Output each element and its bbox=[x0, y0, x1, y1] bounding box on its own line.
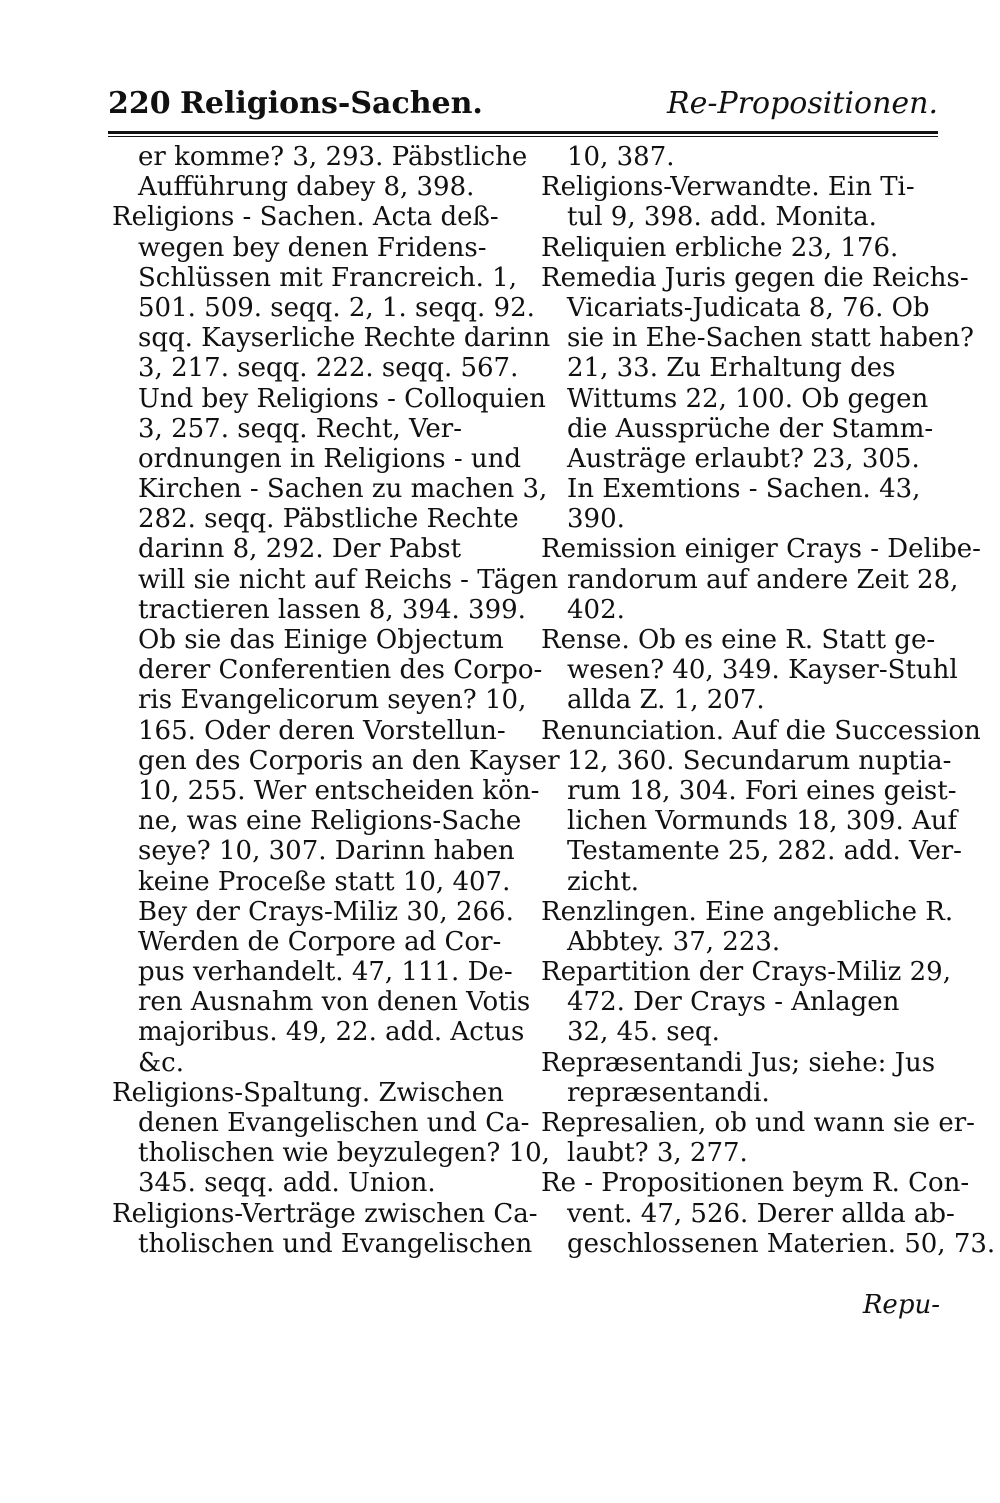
index-line: pus verhandelt. 47, 111. De- bbox=[138, 957, 513, 988]
index-line: tul 9, 398. add. Monita. bbox=[567, 202, 877, 233]
index-line: vent. 47, 526. Derer allda ab- bbox=[567, 1198, 955, 1229]
index-line: Werden de Corpore ad Cor- bbox=[138, 926, 502, 957]
index-line: laubt? 3, 277. bbox=[567, 1138, 748, 1169]
index-line: Austräge erlaubt? 23, 305. bbox=[567, 443, 920, 474]
index-line: tholischen wie beyzulegen? 10, bbox=[138, 1138, 550, 1169]
index-line: 390. bbox=[567, 504, 625, 535]
index-line: 10, 387. bbox=[567, 142, 675, 172]
index-line: Repartition der Crays-Miliz 29, bbox=[541, 957, 951, 988]
running-head-left: Religions-Sachen. bbox=[180, 86, 483, 121]
index-line: Represalien, ob und wann sie er- bbox=[541, 1108, 975, 1138]
index-line: geschlossenen Materien. 50, 73. bbox=[567, 1228, 996, 1259]
page-header bbox=[108, 86, 938, 126]
index-line: zicht. bbox=[567, 866, 640, 897]
index-column-right bbox=[541, 142, 996, 1259]
index-line: wesen? 40, 349. Kayser-Stuhl bbox=[567, 655, 958, 686]
running-head-right: Re-Propositionen. bbox=[667, 86, 938, 121]
index-line: 402. bbox=[567, 594, 625, 625]
index-line: repræsentandi. bbox=[567, 1077, 770, 1108]
index-line: Vicariats-Judicata 8, 76. Ob bbox=[567, 292, 930, 323]
index-line: sie in Ehe-Sachen statt haben? bbox=[567, 323, 974, 354]
index-line: gen des Corporis an den Kayser bbox=[138, 745, 560, 776]
catchword: Repu- bbox=[862, 1290, 940, 1320]
index-line: tractieren lassen 8, 394. 399. bbox=[138, 594, 526, 625]
index-line: Und bey Religions - Colloquien bbox=[138, 383, 546, 414]
index-line: sqq. Kayserliche Rechte darinn bbox=[138, 323, 551, 354]
index-line: 472. Der Crays - Anlagen bbox=[567, 987, 900, 1018]
index-line: denen Evangelischen und Ca- bbox=[138, 1108, 530, 1138]
index-line: randorum auf andere Zeit 28, bbox=[567, 564, 959, 595]
index-line: wegen bey denen Fridens- bbox=[138, 232, 487, 263]
index-line: Ob sie das Einige Objectum bbox=[138, 625, 504, 655]
index-line: Aufführung dabey 8, 398. bbox=[138, 172, 475, 203]
index-line: seye? 10, 307. Darinn haben bbox=[138, 836, 515, 867]
index-line: Rense. Ob es eine R. Statt ge- bbox=[541, 625, 936, 655]
index-line: 282. seqq. Päbstliche Rechte bbox=[138, 504, 519, 535]
index-line: 12, 360. Secundarum nuptia- bbox=[567, 745, 952, 776]
index-line: Abbtey. 37, 223. bbox=[567, 926, 781, 957]
index-line: Reliquien erbliche 23, 176. bbox=[541, 232, 899, 263]
index-line: tholischen und Evangelischen bbox=[138, 1228, 533, 1259]
index-column-left bbox=[112, 142, 560, 1259]
index-line: Schlüssen mit Francreich. 1, bbox=[138, 262, 517, 293]
index-line: Religions-Verwandte. Ein Ti- bbox=[541, 172, 915, 203]
index-line: Wittums 22, 100. Ob gegen bbox=[567, 383, 929, 414]
index-line: keine Proceße statt 10, 407. bbox=[138, 866, 511, 897]
index-line: Remission einiger Crays - Delibe- bbox=[541, 534, 981, 565]
index-line: er komme? 3, 293. Päbstliche bbox=[138, 142, 528, 172]
index-line: ren Ausnahm von denen Votis bbox=[138, 987, 531, 1018]
index-line: Remedia Juris gegen die Reichs- bbox=[541, 262, 969, 293]
index-line: &c. bbox=[138, 1047, 184, 1078]
index-line: Kirchen - Sachen zu machen 3, bbox=[138, 474, 548, 505]
index-line: Religions-Verträge zwischen Ca- bbox=[112, 1198, 538, 1229]
index-line: 3, 217. seqq. 222. seqq. 567. bbox=[138, 353, 519, 384]
index-line: will sie nicht auf Reichs - Tägen bbox=[138, 564, 559, 595]
index-line: ne, was eine Religions-Sache bbox=[138, 806, 522, 837]
page-number: 220 bbox=[108, 86, 171, 121]
index-line: die Aussprüche der Stamm- bbox=[567, 413, 934, 444]
index-line: 32, 45. seq. bbox=[567, 1017, 720, 1048]
index-line: derer Conferentien des Corpo- bbox=[138, 655, 543, 686]
index-line: 165. Oder deren Vorstellun- bbox=[138, 715, 506, 746]
index-line: Religions - Sachen. Acta deß- bbox=[112, 202, 499, 233]
index-line: 3, 257. seqq. Recht, Ver- bbox=[138, 413, 463, 444]
index-line: 345. seqq. add. Union. bbox=[138, 1168, 436, 1199]
index-line: Testamente 25, 282. add. Ver- bbox=[567, 836, 962, 867]
index-line: lichen Vormunds 18, 309. Auf bbox=[567, 806, 958, 837]
index-line: Bey der Crays-Miliz 30, 266. bbox=[138, 896, 514, 927]
index-line: 501. 509. seqq. 2, 1. seqq. 92. bbox=[138, 292, 535, 323]
index-line: ordnungen in Religions - und bbox=[138, 443, 522, 474]
header-rule-thin bbox=[108, 136, 938, 137]
index-line: 10, 255. Wer entscheiden kön- bbox=[138, 775, 540, 806]
index-line: rum 18, 304. Fori eines geist- bbox=[567, 775, 957, 806]
index-line: Renunciation. Auf die Succession bbox=[541, 715, 981, 746]
header-rule bbox=[108, 131, 938, 134]
index-line: allda Z. 1, 207. bbox=[567, 685, 765, 716]
index-line: Re - Propositionen beym R. Con- bbox=[541, 1168, 970, 1199]
index-line: Repræsentandi Jus; siehe: Jus bbox=[541, 1047, 936, 1078]
index-line: In Exemtions - Sachen. 43, bbox=[567, 474, 921, 505]
index-line: 21, 33. Zu Erhaltung des bbox=[567, 353, 896, 384]
index-line: Renzlingen. Eine angebliche R. bbox=[541, 896, 954, 927]
index-line: Religions-Spaltung. Zwischen bbox=[112, 1077, 504, 1108]
index-line: darinn 8, 292. Der Pabst bbox=[138, 534, 462, 565]
index-line: majoribus. 49, 22. add. Actus bbox=[138, 1017, 525, 1048]
index-line: ris Evangelicorum seyen? 10, bbox=[138, 685, 527, 716]
